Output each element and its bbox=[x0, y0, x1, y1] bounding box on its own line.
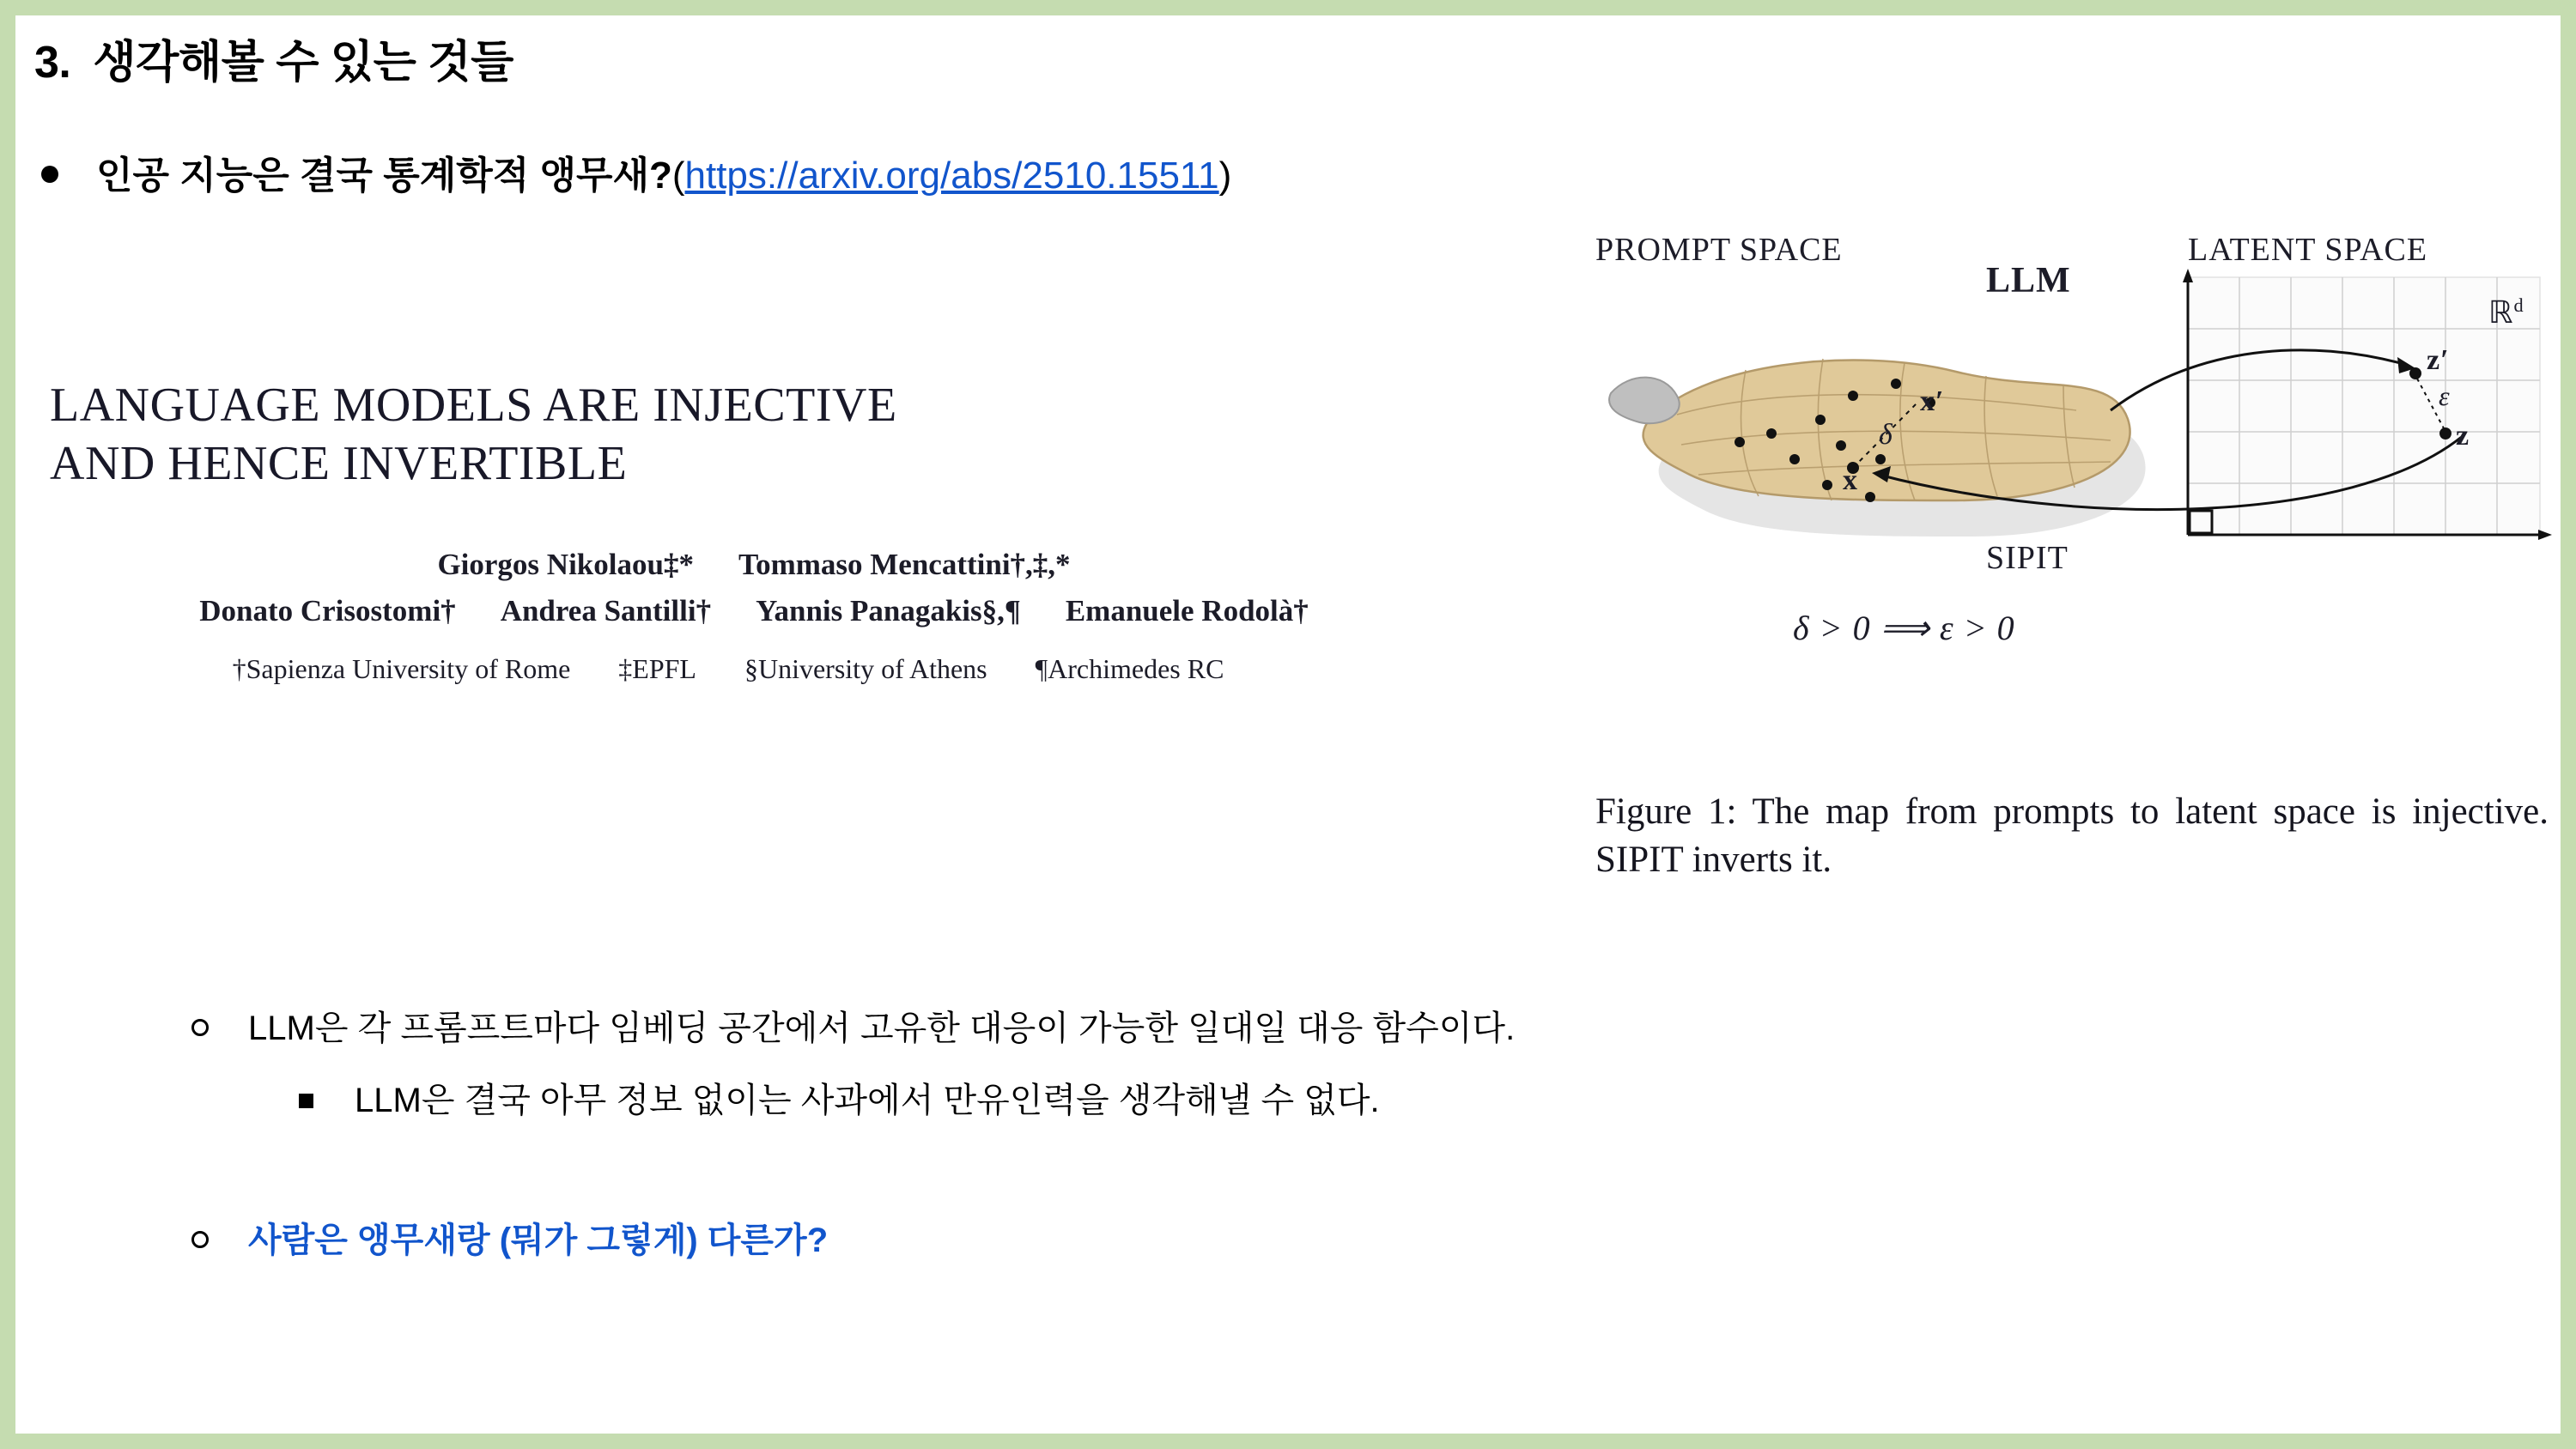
figure-1-image bbox=[1595, 232, 2557, 724]
figure-label-delta: δ bbox=[1879, 419, 1893, 451]
arxiv-link[interactable]: https://arxiv.org/abs/2510.15511 bbox=[684, 155, 1219, 197]
author: Donato Crisostomi† bbox=[199, 593, 456, 627]
paper-title-line2: AND HENCE INVERTIBLE bbox=[50, 437, 628, 491]
figure-label-rd: ℝ$^d$ bbox=[2488, 294, 2524, 330]
figure-label-epsilon: ε bbox=[2439, 380, 2451, 411]
figure-label-sipit: SIPIT bbox=[1986, 540, 2069, 576]
affiliation: ¶Archimedes RC bbox=[1035, 653, 1224, 685]
figure-point-z-prime: z′ bbox=[2427, 344, 2450, 376]
paper-title-line1: LANGUAGE MODELS ARE INJECTIVE bbox=[50, 379, 897, 432]
figure-point-z: z bbox=[2456, 420, 2470, 452]
manifold-tail bbox=[1609, 378, 1680, 424]
figure-point-x-prime: x′ bbox=[1920, 385, 1945, 417]
paren-open: ( bbox=[671, 155, 685, 197]
figure-condition: δ > 0 ⟹ ε > 0 bbox=[1793, 609, 2015, 647]
heading-text: 생각해볼 수 있는 것들 bbox=[93, 38, 513, 88]
paper-authors-row2 bbox=[50, 588, 1458, 634]
figure-label-latent-space: LATENT SPACE bbox=[2188, 232, 2428, 268]
page-title bbox=[34, 26, 513, 90]
bullet-level2-1 bbox=[191, 1001, 1515, 1050]
bullet-circle-icon bbox=[191, 1231, 209, 1248]
bullet-level3-1-label: LLM은 결국 아무 정보 없이는 사과에서 만유인력을 생각해낼 수 없다. bbox=[355, 1082, 1380, 1119]
bullet-level2-2-label: 사람은 앵무새랑 (뭐가 그렇게) 다른가? bbox=[248, 1222, 829, 1259]
paper-title bbox=[50, 376, 1510, 494]
figure-label-prompt-space: PROMPT SPACE bbox=[1595, 232, 1843, 268]
bullet-level2-1-label: LLM은 각 프롬프트마다 임베딩 공간에서 고유한 대응이 가능한 일대일 대응 함수이다. bbox=[248, 1009, 1516, 1047]
paper-screenshot bbox=[50, 376, 1510, 771]
author: Andrea Santilli† bbox=[500, 593, 712, 627]
bullet-square-icon bbox=[299, 1094, 313, 1108]
author: Emanuele Rodolà† bbox=[1065, 593, 1309, 627]
paren-close: ) bbox=[1218, 155, 1232, 197]
figure-point-x: x bbox=[1843, 464, 1858, 496]
author: Giorgos Nikolaou‡* bbox=[437, 547, 694, 581]
bullet-level1-label: 인공 지능은 결국 통계학적 앵무새? bbox=[96, 155, 672, 197]
heading-number: 3. bbox=[34, 38, 71, 88]
affiliation: †Sapienza University of Rome bbox=[232, 653, 571, 685]
bullet-level3-1 bbox=[299, 1073, 1380, 1122]
affiliation: §University of Athens bbox=[744, 653, 987, 685]
figure-1-svg bbox=[1595, 243, 2557, 724]
bullet-level2-2 bbox=[191, 1213, 828, 1262]
paper-affiliations bbox=[50, 648, 1458, 691]
figure-caption: Figure 1: The map from prompts to latent space is injective. SIPIT inverts it. bbox=[1595, 791, 2549, 880]
bullet-circle-icon bbox=[191, 1019, 209, 1036]
figure-label-llm: LLM bbox=[1986, 261, 2071, 300]
affiliation: ‡EPFL bbox=[618, 653, 696, 685]
paper-authors bbox=[50, 542, 1510, 691]
author: Tommaso Mencattini†,‡,* bbox=[738, 547, 1071, 581]
author: Yannis Panagakis§,¶ bbox=[756, 593, 1021, 627]
paper-authors-row1 bbox=[50, 542, 1458, 588]
bullet-level1 bbox=[41, 144, 1231, 199]
bullet-dot-icon bbox=[41, 166, 58, 183]
